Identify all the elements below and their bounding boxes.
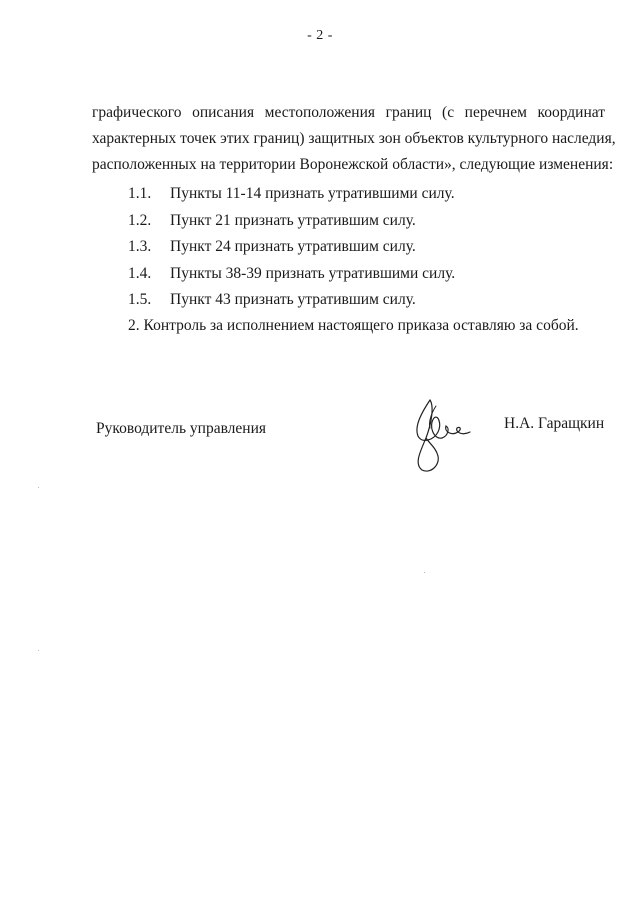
scan-speck <box>38 650 39 651</box>
list-item-text: Пункты 11-14 признать утратившими силу. <box>170 185 455 202</box>
list-item-number: 1.5. <box>128 291 152 308</box>
list-item-number: 1.2. <box>128 211 152 229</box>
intro-paragraph <box>92 100 616 178</box>
list-item-number: 1.4. <box>128 264 152 282</box>
list-item <box>128 208 455 235</box>
list-item-text: Пункт 21 признать утратившим силу. <box>170 211 416 229</box>
scan-speck <box>38 487 39 488</box>
signatory-role: Руководитель управления <box>96 420 267 437</box>
intro-line-2: характерных точек этих границ) защитных зон объектов культурного наследия, <box>92 130 616 147</box>
list-item-text: Пункт 43 признать утратившим силу. <box>170 291 416 308</box>
signatory-name: Н.А. Гаращкин <box>504 415 605 432</box>
intro-line-3: расположенных на территории Воронежской области», следующие изменения: <box>92 156 614 173</box>
handwritten-signature <box>408 392 478 477</box>
control-clause: 2. Контроль за исполнением настоящего приказа оставляю за собой. <box>128 317 579 334</box>
page-number: - 2 - <box>307 28 333 43</box>
list-item-number: 1.3. <box>128 238 152 255</box>
list-item <box>128 261 455 288</box>
intro-line-1: графического описания местоположения границ (с перечнем координат <box>92 104 605 121</box>
list-item-number: 1.1. <box>128 185 152 202</box>
list-item-text: Пункт 24 признать утратившим силу. <box>170 238 416 255</box>
amendment-list <box>128 181 455 314</box>
scan-speck <box>424 572 425 573</box>
list-item <box>128 181 455 208</box>
list-item <box>128 234 455 261</box>
list-item-text: Пункты 38-39 признать утратившими силу. <box>170 264 456 282</box>
list-item <box>128 287 455 314</box>
